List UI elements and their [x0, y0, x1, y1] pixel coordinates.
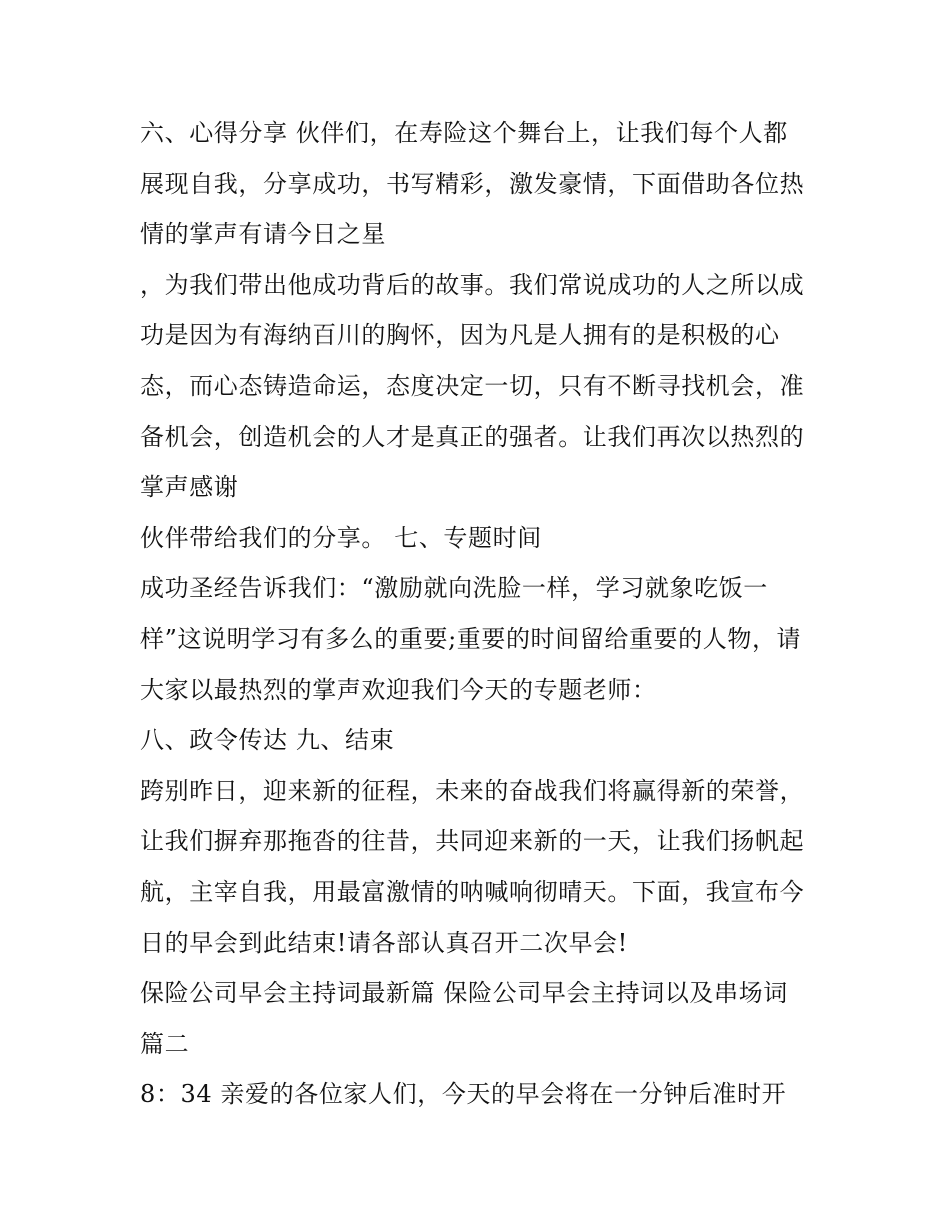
text-line: 成功圣经告诉我们：“激励就向洗脸一样，学习就象吃饭一: [140, 574, 768, 603]
text-line: 功是因为有海纳百川的胸怀，因为凡是人拥有的是积极的心: [140, 321, 780, 350]
text-line: 展现自我，分享成功，书写精彩，激发豪情，下面借助各位热: [140, 169, 805, 198]
text-line: ，为我们带出他成功背后的故事。我们常说成功的人之所以成: [140, 270, 805, 299]
text-line: 跨别昨日，迎来新的征程，未来的奋战我们将赢得新的荣誉，: [140, 776, 805, 805]
text-line: 情的掌声有请今日之星: [140, 220, 386, 249]
text-line: 备机会，创造机会的人才是真正的强者。让我们再次以热烈的: [140, 422, 805, 451]
text-line: 六、心得分享 伙伴们，在寿险这个舞台上，让我们每个人都: [140, 119, 788, 147]
text-line: 八、政令传达 九、结束: [140, 726, 395, 755]
text-line: 篇二: [140, 1029, 190, 1058]
text-line: 保险公司早会主持词最新篇 保险公司早会主持词以及串场词: [140, 979, 788, 1008]
text-line: 伙伴带给我们的分享。 七、专题时间: [140, 523, 542, 552]
text-line: 日的早会到此结束!请各部认真召开二次早会!: [140, 928, 628, 957]
text-line: 航，主宰自我，用最富激情的呐喊响彻晴天。下面，我宣布今: [140, 877, 805, 906]
text-line: 样”这说明学习有多么的重要;重要的时间留给重要的人物，请: [140, 624, 802, 653]
text-line: 大家以最热烈的掌声欢迎我们今天的专题老师：: [140, 675, 657, 704]
document-body: [140, 108, 820, 1120]
text-line: 8：34 亲爱的各位家人们，今天的早会将在一分钟后准时开: [140, 1080, 787, 1109]
text-line: 让我们摒弃那拖沓的往昔，共同迎来新的一天，让我们扬帆起: [140, 827, 805, 856]
text-line: 掌声感谢: [140, 473, 239, 502]
text-line: 态，而心态铸造命运，态度决定一切，只有不断寻找机会，准: [140, 371, 805, 400]
